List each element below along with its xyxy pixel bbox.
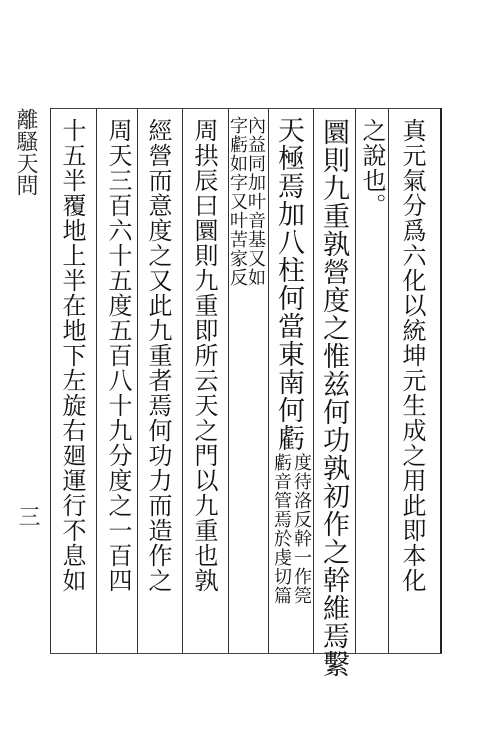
text-column-8: 周天三百六十五度五百八十九分度之一百四: [104, 118, 132, 593]
annotation-column-5-left: 字虧如字又叶苦家反: [227, 116, 248, 287]
column-rule: [268, 108, 269, 653]
text-column-9: 十五半覆地上半在地下左旋右廻運行不息如: [58, 118, 86, 593]
annotation-column-5-right: 內益同加叶音基又如: [245, 116, 266, 287]
column-rule: [355, 108, 356, 653]
text-column-4-main: 天極焉加八柱何當東南何虧: [273, 116, 304, 452]
text-column-1: 真元氣分爲六化以統坤元生成之用此即本化: [398, 118, 426, 593]
text-column-3: 圜則九重孰營度之惟兹何功孰初作之幹維焉繫: [318, 118, 349, 678]
margin-title: 離騷天問: [13, 108, 38, 196]
column-rule: [313, 108, 314, 653]
column-rule: [388, 108, 389, 653]
text-column-2: 之說也。: [358, 118, 386, 218]
right-border: [440, 108, 442, 653]
column-rule: [96, 108, 97, 653]
page-number: 三: [15, 505, 40, 527]
text-column-7: 經營而意度之又此九重者焉何功力而造作之: [144, 118, 172, 593]
text-column-6: 周拱辰曰圜則九重即所云天之門以九重也孰: [190, 118, 218, 593]
column-rule: [50, 108, 51, 653]
annotation-column-4-right: 度待洛反幹一作筦: [291, 453, 312, 605]
annotation-column-4-left: 虧音管焉於虔切篇: [271, 453, 292, 605]
bottom-border: [50, 653, 442, 654]
column-rule: [182, 108, 183, 653]
column-rule: [137, 108, 138, 653]
top-border: [50, 108, 442, 109]
